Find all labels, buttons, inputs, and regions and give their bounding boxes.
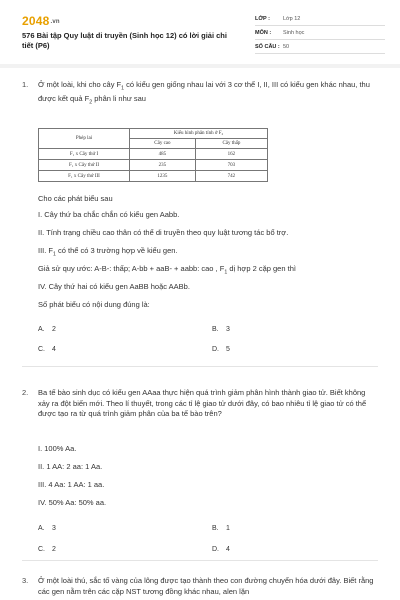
question-divider [22,560,378,561]
question-3 [0,576,400,600]
table-cell: 742 [195,171,267,182]
statement-2: II. Tính trạng chiều cao thân có thể di truyền theo quy luật tương tác bổ trợ. [38,228,289,237]
option-a[interactable]: A. 2 [38,326,56,333]
statement-intro: Cho các phát biểu sau [38,194,113,203]
statement-2: II. 1 AA: 2 aa: 1 Aa. [38,462,103,471]
question-divider [22,366,378,367]
table-cell: 703 [195,160,267,171]
statement-3: III. 4 Aa: 1 AA: 1 aa. [38,480,105,489]
meta-key: LỚP : [255,15,270,22]
table-cell: 162 [195,149,267,160]
option-c[interactable]: C. 4 [38,346,56,353]
meta-value: 50 [283,43,290,50]
statement-4: IV. Cây thứ hai có kiểu gen AaBB hoặc AABb. [38,282,190,291]
table-cell: 485 [130,149,196,160]
statement-assume: Giả sử quy ước: A-B-: thấp; A-bb + aaB- + aabb: cao , $F_1$ dị hợp 2 cặp gen thì [38,264,296,276]
option-c[interactable]: C. 2 [38,546,56,553]
table-header: Kiểu hình phân tính ở F₂ [130,129,268,139]
meta-value: Lớp 12 [283,15,301,22]
question-prompt: Số phát biểu có nội dung đúng là: [38,300,150,309]
option-d[interactable]: D. 4 [212,546,230,553]
table-row [39,171,268,182]
question-number: 1. [22,80,29,89]
statement-1: I. 100% Aa. [38,444,77,453]
option-d[interactable]: D. 5 [212,346,230,353]
table-cell: F₁ x Cây thứ I [39,149,130,160]
document-title: 576 Bài tập Quy luật di truyền (Sinh học 12) có lời giải chi tiết (P6) [22,31,227,50]
meta-table [255,12,385,54]
option-b[interactable]: B. 1 [212,525,230,532]
meta-key: MÔN : [255,29,272,36]
header [0,0,400,64]
table-cell: F₁ x Cây thứ II [39,160,130,171]
statement-3: III. $F_1$ có thể có 3 trường hợp về kiểu gen. [38,246,178,258]
question-1 [0,80,400,380]
table-header: Cây thấp [195,139,267,149]
table-cell: F₁ x Cây thứ III [39,171,130,182]
table-row [39,160,268,171]
table-row [39,149,268,160]
site-logo[interactable]: 2048.vn [22,14,60,28]
table-header: Phép lai [39,129,130,149]
table-header: Cây cao [130,139,196,149]
meta-row-class [255,12,385,26]
question-number: 2. [22,388,29,397]
table-cell: 235 [130,160,196,171]
question-text: Ba tế bào sinh dục có kiểu gen AAaa thực hiện quá trình giảm phân hình thành giao tử. Biết không xảy ra đột biến mới. Theo lí thuyết, trong các tỉ lệ giao tử dưới đây, có bao nhiêu tỉ lệ giao tử có thể được tạo ra từ quá trình giảm phân của ba tế bào trên? [38,388,367,418]
meta-value: Sinh học [283,29,305,36]
statement-4: IV. 50% Aa: 50% aa. [38,498,107,507]
cross-results-table [38,128,268,182]
meta-key: SỐ CÂU : [255,43,280,50]
meta-row-subject [255,26,385,40]
content [0,68,400,600]
meta-row-count [255,40,385,54]
question-number: 3. [22,576,29,585]
question-text: Ở một loài thú, sắc tố vàng của lông được tạo thành theo con đường chuyển hóa dưới đây. Biết rằng các gen nằm trên các cặp NST tương đồng khác nhau, alen lặn [38,576,374,596]
option-a[interactable]: A. 3 [38,525,56,532]
table-cell: 1235 [130,171,196,182]
option-b[interactable]: B. 3 [212,326,230,333]
question-text: Ở một loài, khi cho cây $F_1$ có kiểu gen giống nhau lai với 3 cơ thể I, II, III có kiểu gen khác nhau, thu được kết quả $F_2$ phân li như sau [38,80,370,106]
statement-1: I. Cây thứ ba chắc chắn có kiểu gen Aabb. [38,210,180,219]
question-2 [0,388,400,558]
